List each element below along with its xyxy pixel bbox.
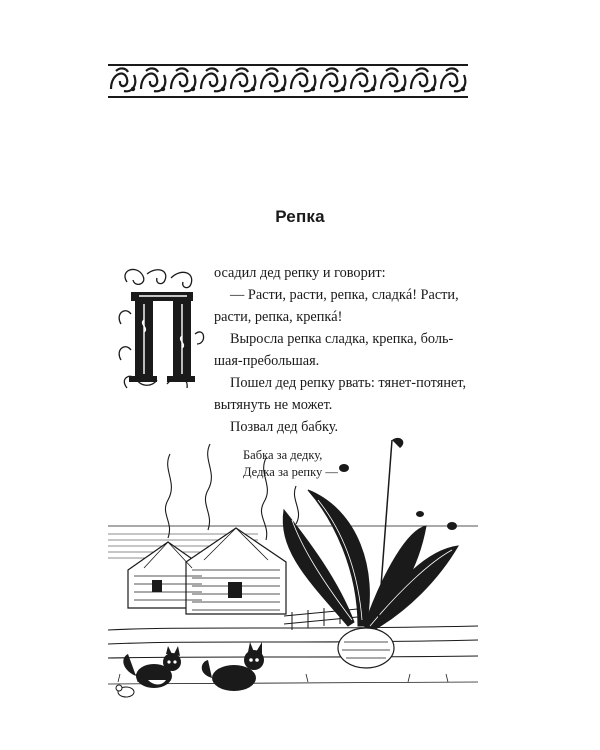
verse-line: Бабка за дедку, [243, 448, 323, 462]
ornament-dot [461, 87, 465, 91]
ornament-dot [161, 87, 165, 91]
ornament-dot [431, 87, 435, 91]
paragraph-line: Выросла репка сладка, крепка, боль- [230, 331, 454, 347]
paragraph-line: вытянуть не может. [214, 397, 333, 413]
ornament-dot [401, 87, 405, 91]
ornament-dot [311, 87, 315, 91]
verse-line: Дедка за репку — [243, 465, 338, 479]
page-title: Репка [275, 207, 325, 226]
paragraph-line: расти, репка, крепкá! [214, 309, 343, 325]
header-ornament [108, 63, 468, 99]
paragraph-line: осадил дед репку и говорит: [214, 265, 386, 281]
turnip-village-illustration [108, 430, 478, 720]
ornament-dot [371, 87, 375, 91]
paragraph-line: Пошел дед репку рвать: тянет-потянет, [230, 375, 467, 391]
ornament-dot [191, 87, 195, 91]
ornament-dot [251, 87, 255, 91]
ornament-dot [341, 87, 345, 91]
ornament-dot [281, 87, 285, 91]
paragraph-line: шая-пребольшая. [214, 353, 320, 369]
paragraph-line: — Расти, расти, репка, сладкá! Расти, [230, 287, 459, 303]
ornament-dot [221, 87, 225, 91]
ornament-dot [131, 87, 135, 91]
dropcap-initial [117, 264, 207, 396]
paragraph-line: Позвал дед бабку. [230, 419, 339, 435]
